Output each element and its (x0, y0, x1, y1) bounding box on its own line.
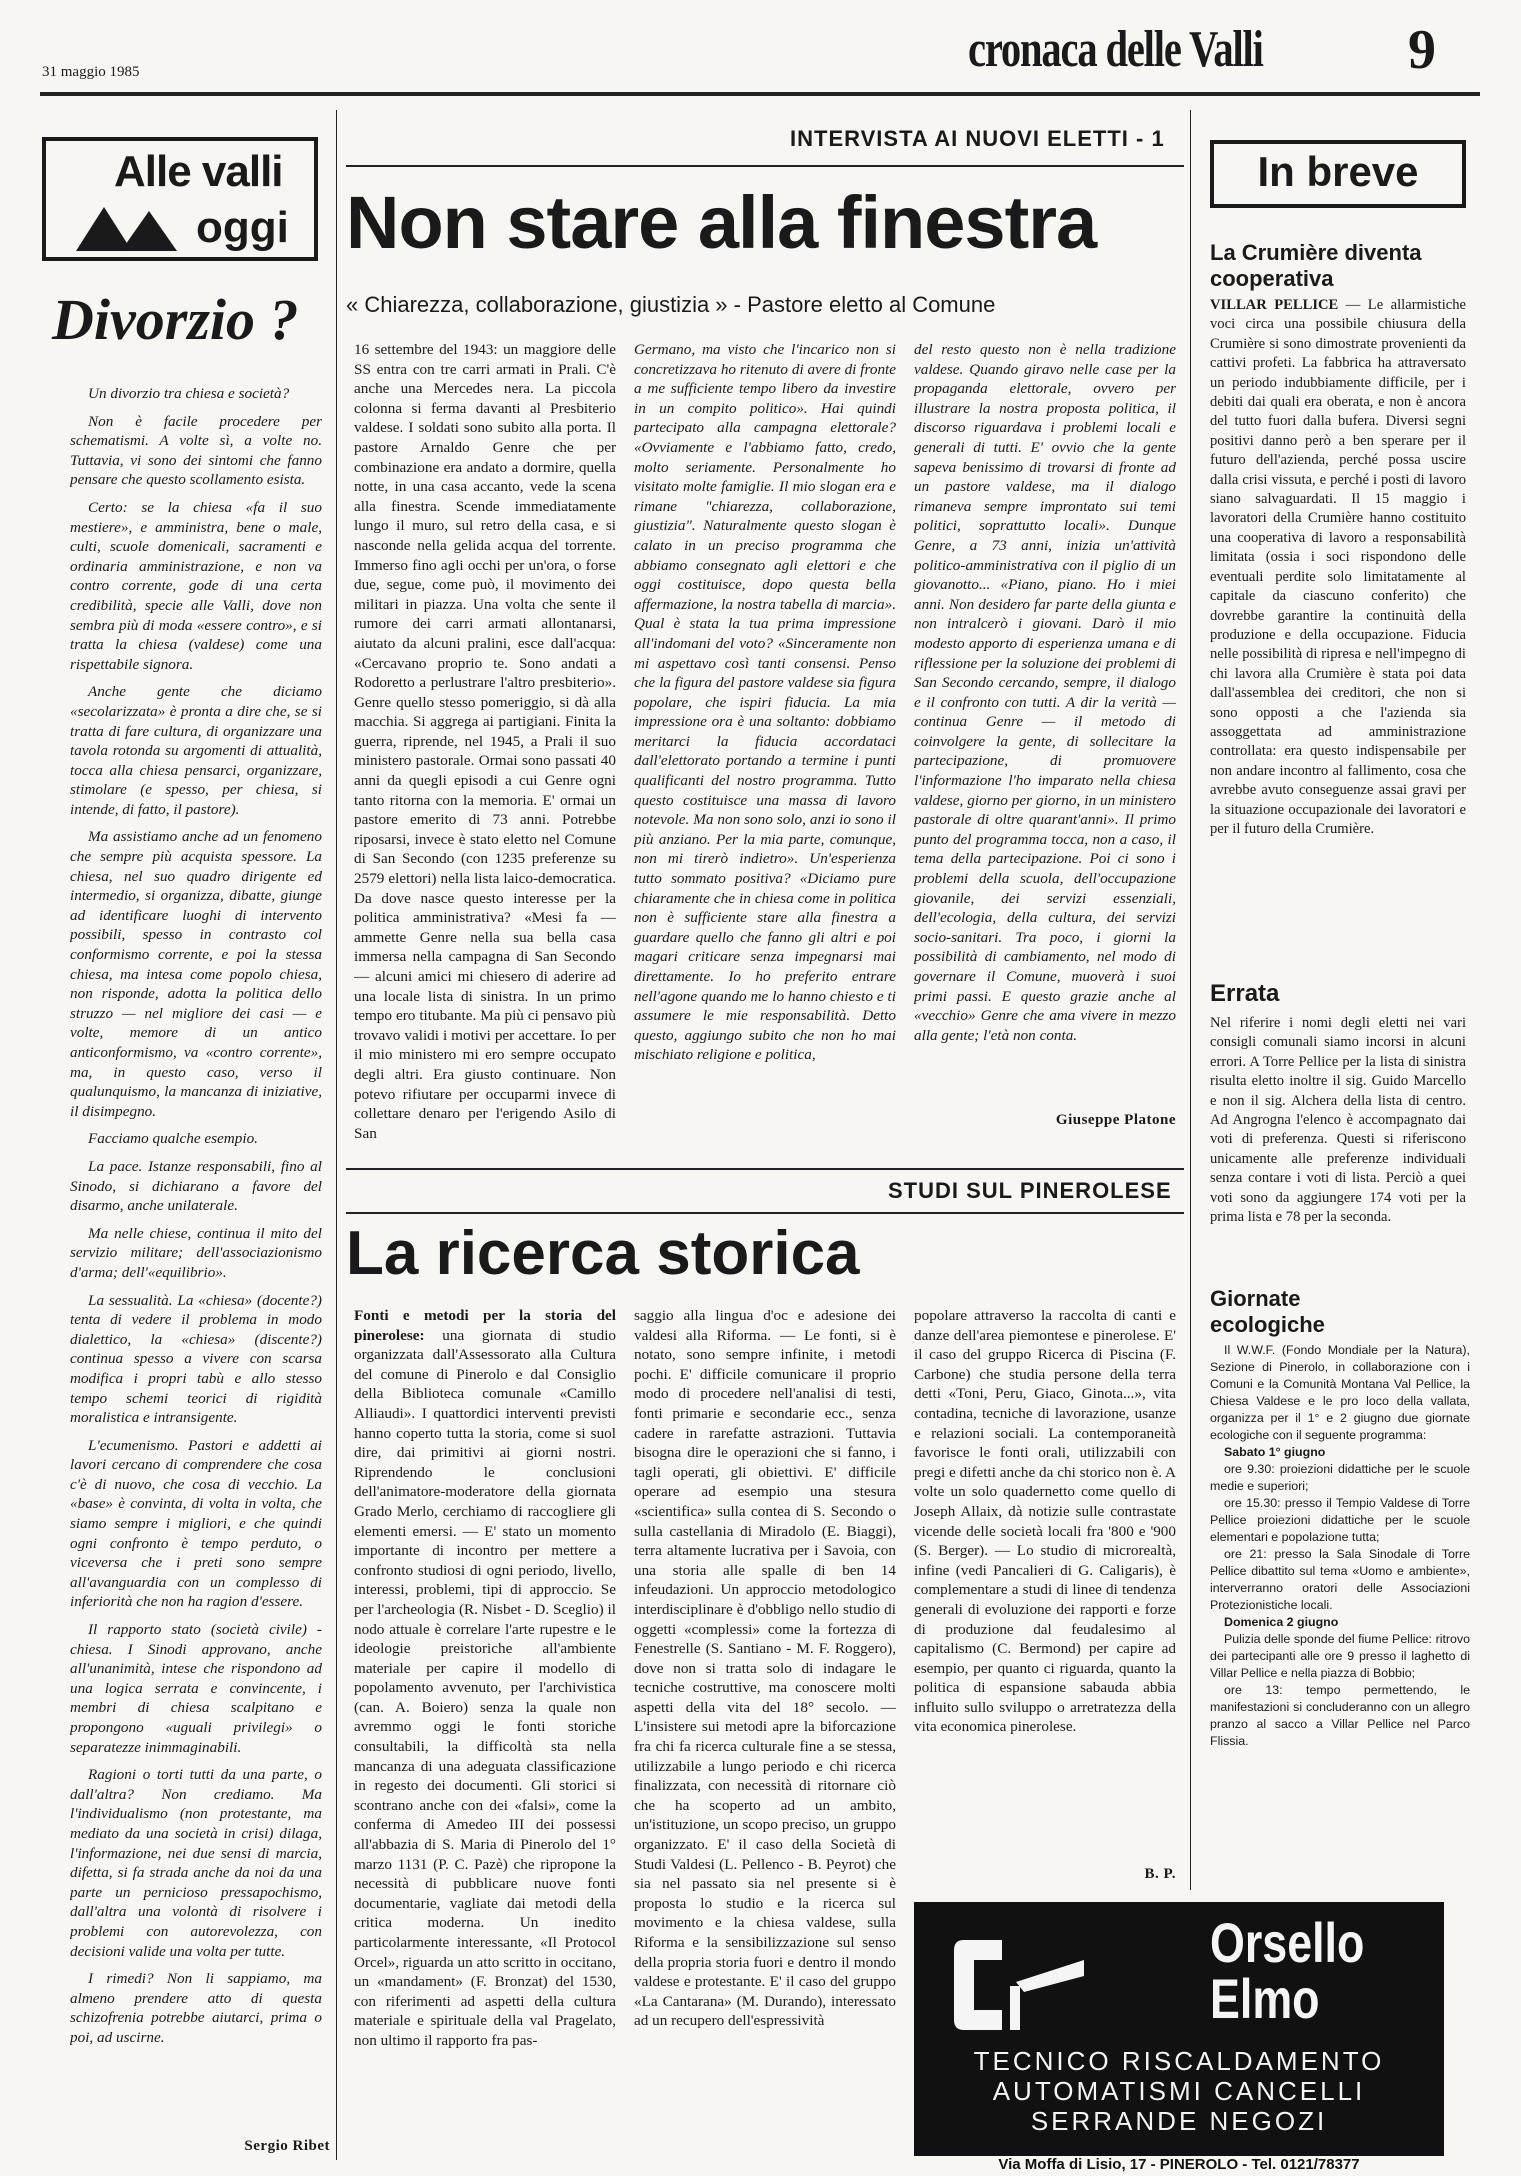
ad-address: Via Moffa di Lisio, 17 - PINEROLO - Tel. 0121/78377 (914, 2156, 1444, 2173)
research-signature: B. P. (1144, 1866, 1176, 1882)
eco-day1: Sabato 1° giugno (1224, 1445, 1326, 1459)
editorial-paragraph: Ragioni o torti tutti da una parte, o dall'altra? Non crediamo. Ma l'individualismo (non protestante, ma mediato da una società in crisi) dilaga, l'informazione, nei due sensi di marcia, difetta, si fa strada anche da noi da una parte un pernicioso pressapochismo, dall'altra una volontà di risolvere i problemi con autorevolezza, con decisioni valide una volta per tutte. (70, 1766, 322, 1960)
editorial-paragraph: Un divorzio tra chiesa e società? (88, 385, 290, 402)
mountains-icon (76, 207, 181, 251)
interview-column-2: Germano, ma visto che l'incarico non si concretizzava ho ritenuto di avere di fronte a me sufficiente tempo libero da investire in un compito politico». Hai quindi partecipato alla campagna elettorale? «Ovviamente e l'abbiamo fatto, credo, molto seriamente. Personalmente ho visitato molte famiglie. Il mio slogan era e rimane "chiarezza, collaborazione, giustizia". Naturalmente questo slogan è calato in un preciso programma che abbiamo consegnato agli elettori e che oggi costituisce, dopo questa bella affermazione, la nostra tabella di marcia». Qual è stata la tua prima impressione all'indomani del voto? «Sinceramente non mi aspettavo così tanti consensi. Penso che la figura del pastore valdese sia figura popolare, che ispiri fiducia. La mia impressione ora è una soltanto: dobbiamo meritarci la fiducia accordataci dall'elettorato portando a termine i punti qualificanti del nostro programma. Tutto questo costituisce una massa di lavoro notevole. Ma non sono solo, anzi io sono il più anziano. Per la mia parte, comunque, non mi tirerò indietro». Un'esperienza tutto sommato positiva? «Diciamo pure chiaramente che in chiesa come in politica non è sufficiente stare alla finestra a guardare quello che fanno gli altri e poi magari criticare senza impegnarsi mai direttamente. Io ho preferito entrare nell'agone quando me lo hanno chiesto e ti assumere le mie responsabilità. Detto questo, aggiungo subito che non ho mai mischiato religione e politica, (634, 341, 896, 1064)
brief-item1-title: La Crumière diventa cooperativa (1210, 240, 1422, 291)
editorial-paragraph: Ma nelle chiese, continua il mito del servizio militare; dell'associazionismo d'arma; dell'«equilibrio». (70, 1224, 322, 1281)
editorial-paragraph: Anche gente che diciamo «secolarizzata» è pronta a dire che, se si tratta di fare cultura, di organizzare una tavola rotonda su argomenti di attualità, tocca alla chiesa pensarci, organizzare, stimolare (e spesso, per chiesa, si intende, di fatto, il pastore). (70, 683, 322, 818)
ad-service-2: AUTOMATISMI CANCELLI (992, 2076, 1366, 2106)
research-column-2: saggio alla lingua d'oc e adesione dei valdesi alla Riforma. — Le fonti, si è notato, sono sempre infinite, i metodi pochi. E' difficile comunicare il proprio modo di procedere nell'analisi di testi, fonti primarie e secondarie ecc., senza cadere in rarefatte astrazioni. Tuttavia bisogna dire le operazioni che si fanno, i tagli operati, gli obiettivi. E' difficile operare ad esempio una stesura «scientifica» sulla contea di S. Secondo o sulla castellania di Miradolo (E. Biaggi), terra altamente lucrativa per i Savoia, con una storia alle spalle di ben 14 infeudazioni. Un approccio metodologico interdisciplinare è d'obbligo nello studio di oggetti «complessi» come la fortezza di Fenestrelle (S. Santiano - M. F. Roggero), dove non si tratta solo di indagare le tecniche costruttive, ma conoscere molti aspetti della vita del 18° secolo. — L'insistere sui metodi apre la biforcazione fra chi fa ricerca culturale fine a se stessa, utilizzabile a lungo periodo e chi ricerca finalizzata, con necessità di ritornare ciò che ha scoperto ad un ambito, un'istituzione, un scopo preciso, un gruppo organizzato. E' il caso della Società di Studi Valdesi (L. Pellenco - B. Peyrot) che sia nel passato sia nel presente si è proposta lo studio e la ricerca sul movimento e la chiesa valdese, sulla Riforma e la sensibilizzazione sul senso della propria storia fuori e dentro il mondo valdese e protestante. E' il caso del gruppo «La Cantarana» (M. Durando), interessato ad un recupero dell'espressività (634, 1307, 896, 2030)
editorial-paragraph: Non è facile procedere per schematismi. A volte sì, a volte no. Tuttavia, vi sono dei sintomi che fanno pensare che questo scollamento esista. (70, 412, 322, 489)
editorial-paragraph: L'ecumenismo. Pastori e addetti ai lavori cercano di comprendere che cosa c'è di nuovo, che cosa di vecchio. La «base» è convinta, di volta in volta, che siamo sempre i migliori, e che quindi ogni confronto è tempo perduto, o viceversa che i preti sono sempre all'avanguardia con un complesso di inferiorità che non ha ragion d'essere. (70, 1436, 322, 1611)
editorial-paragraph: I rimedi? Non li sappiamo, ma almeno prendere atto di questa schizofrenia potrebbe aiutarci, prima o poi, ad uscirne. (70, 1970, 322, 2046)
ad-brand-line1: Orsello (1210, 1911, 1365, 1974)
editorial-paragraph: Il rapporto stato (società civile) - chiesa. I Sinodi approvano, anche all'unanimità, intese che rispondono ad una logica serrata e convincente, i membri di chiesa scalpitano e propongono «uguali privilegi» o separatezze inimmaginabili. (70, 1621, 322, 1756)
research-title: La ricerca storica (346, 1219, 860, 1288)
brief-box (1210, 140, 1466, 208)
column-logo-line1: Alle valli (114, 147, 283, 196)
column-rule-right (1190, 110, 1191, 1890)
header-rule (40, 92, 1480, 96)
editorial-signature: Sergio Ribet (244, 2138, 330, 2154)
section-divider (346, 1168, 1184, 1170)
editorial-paragraph: La pace. Istanze responsabili, fino al Sinodo, si dichiarano a favore del disarmo, anche unilaterale. (70, 1157, 322, 1215)
ad-service-1: TECNICO RISCALDAMENTO (973, 2046, 1385, 2076)
eco-day2-item: Pulizia delle sponde del fiume Pellice: ritrovo dei partecipanti alle ore 9 presso il laghetto di Villar Pellice e nella piazza di Bobbio; (1210, 1632, 1470, 1680)
research-column-1 (354, 1306, 616, 2154)
column-rule-left (336, 110, 337, 2160)
ad-service-3: SERRANDE NEGOZI (1030, 2106, 1328, 2136)
column-logo-line2: oggi (196, 203, 289, 252)
research-column-3: popolare attraverso la raccolta di canti e danze dell'area piemontese e pinerolese. E' il caso del gruppo Ricerca di Piscina (F. Carbone) che studia persone della terra detti «Toni, Peru, Giaco, Ginota...», vita contadina, tecniche di lavorazione, usanze e relazioni sociali. La contemporaneità favorisce le fonti orali, utilizzabili con pregi e difetti anche da chi storico non è. A volte un solo quadernetto come quello di Joseph Allaix, dà notizie sulle contrastate vicende delle società locali fra '800 e '900 (S. Berger). — Lo studio di microrealtà, infine (vedi Pancalieri di G. Caligaris), è complementare a studi di linee di tendenza generali di evoluzione dei rapporti e forze di produzione dal feudalesimo al capitalismo (C. Bermond) per capire ad esempio, per quanto ci riguarda, quanto la politica di espansione sabauda abbia influito sullo sviluppo o arretratezza della vita economica pinerolese. (914, 1307, 1176, 1736)
editorial-paragraph: La sessualità. La «chiesa» (docente?) tenta di vedere il problema in modo dialettico, la «chiesa» (discente?) continua spesso a vivere con scarsa modifica i propri tabù e allo stesso tempo schemi teorici di rigidità moralistica e intransigente. (70, 1291, 322, 1427)
research-kicker-rule (346, 1212, 1184, 1214)
editorial-body (70, 384, 322, 2130)
brief-item2-title: Errata (1210, 980, 1280, 1007)
column-logo (42, 137, 318, 261)
brief-title: In breve (1257, 148, 1419, 195)
eco-day2-item: ore 13: tempo permettendo, le manifestazioni si concluderanno con un allegro pranzo al sacco a Villar Pellice nel Parco Flissia. (1210, 1683, 1470, 1748)
interview-title: Non stare alla finestra (346, 181, 1097, 264)
interview-kicker: INTERVISTA AI NUOVI ELETTI - 1 (790, 126, 1165, 151)
editorial-paragraph: Certo: se la chiesa «fa il suo mestiere», e amministra, bene o male, culti, scuole domenicali, sacramenti e ordinaria amministrazione, e non va contro corrente, gode di una certa credibilità, specie alle Valli, dove non sembra più di moda «essere contro», e si tratta la chiesa (valdese) come una rispettabile signora. (70, 498, 322, 673)
brief-item2-body: Nel riferire i nomi degli eletti nei vari consigli comunali siamo incorsi in alcuni errori. A Torre Pellice per la lista di sinistra risulta eletto inoltre il sig. Guido Marcello e non il sig. Alchera della lista di centro. Ad Angrogna l'elenco è accompagnato dai voti di preferenza. Questi si riferiscono unicamente alle preferenze individuali senza contare i voti di lista. Perciò a quei voti sono da aggiungere 174 voti per la prima lista e 78 per la seconda. (1210, 1015, 1466, 1226)
research-kicker: STUDI SUL PINEROLESE (888, 1178, 1172, 1203)
interview-signature: Giuseppe Platone (1055, 1112, 1176, 1128)
editorial-paragraph: Ma assistiamo anche ad un fenomeno che sempre più acquista spessore. La chiesa, nel suo quadro dirigente ed intermedio, si organizza, dibatte, giunge ad identificare luoghi di intervento possibili, spesso in contrasto col conformismo corrente, e poi la stessa chiesa, ma intesa come popolo chiesa, non risponde, adotta la politica dello struzzo — nel migliore dei casi — e volte, memore di un antico anticonformismo, va «contro corrente», ma, in questo caso, verso il qualunquismo, la mancanza di iniziative, il disimpegno. (70, 828, 322, 1120)
section-title: cronaca delle Valli (968, 21, 1263, 78)
brief-item3-body (1210, 1342, 1470, 1882)
brand-logo-icon (944, 1930, 1094, 2040)
interview-subtitle: « Chiarezza, collaborazione, giustizia » - Pastore eletto al Comune (346, 292, 996, 317)
brief-item3-title: Giornate ecologiche (1210, 1286, 1325, 1337)
interview-column-3: del resto questo non è nella tradizione valdese. Quando giravo nelle case per la propaganda elettorale, ovvero per illustrare la nostra proposta politica, il discorso riguardava i problemi locali e generali di tutti. E' ovvio che la gente sapeva benissimo di trovarsi di fronte ad un pastore valdese, ma il dialogo rimaneva sempre improntato sui temi politici, soprattutto locali». Dunque Genre, a 73 anni, inizia un'attività politico-amministrativa con il piglio di un giovanotto... «Piano, piano. Ho i miei anni. Non desidero far parte della giunta e non intralcerò i giovani. Darò il mio modesto apporto di esperienza umana e di riflessione per la soluzione dei problemi di San Secondo cercando, sempre, il dialogo e il confronto con tutti. A dir la verità — continua Genre — il metodo di coinvolgere la gente, di sollecitare la partecipazione, di promuovere l'informazione l'ho imparato nella chiesa valdese, giorno per giorno, in un ministero pastorale di oltre quarant'anni». Il primo punto del programma tocca, non a caso, il tema della partecipazione. Poi ci sono i problemi della scuola, dell'occupazione giovanile, dei servizi essenziali, dell'ecologia, della cultura, dei servizi socio-sanitari. Tra poco, i giorni la possibilità di cambiamento, nel modo di governare il Comune, muoverà i suoi primi passi. E questo grazie anche al «vecchio» Genre che ama vivere in mezzo alla gente; l'età non conta. (914, 341, 1176, 1044)
brief-item1-place: VILLAR PELLICE (1210, 297, 1339, 313)
ad-brand-line2: Elmo (1210, 1967, 1320, 2030)
eco-day1-item: ore 15.30: presso il Tempio Valdese di Torre Pellice proiezioni didattiche per le scuole elementari e popolazione tutta; (1210, 1496, 1470, 1544)
eco-day2: Domenica 2 giugno (1224, 1615, 1339, 1629)
research-col1-text: una giornata di studio organizzata dall'Assessorato alla Cultura del comune di Pinerolo e dal Consiglio della Biblioteca comunale «Camillo Alliaudi». I quattordici interventi previsti hanno coperto tutta la storia, come si suol dire, dai primitivi ai giorni nostri. Riprendendo le conclusioni dell'animatore-moderatore della giornata Grado Merlo, cerchiamo di raccogliere gli elementi emersi. — E' stato un momento importante di incontro per mettere a confronto studiosi di ogni periodo, livello, interessi, problemi, tipi di approccio. Se per l'archeologia (R. Nisbet - D. Sceglio) il nodo attuale è correlare l'arte rupestre e le ideologie preistoriche all'ambiente materiale per capire il modello di popolamento avvenuto, per l'archivistica (can. A. Boiero) senza la quale non avremmo oggi le fonti storiche consultabili, la difficoltà sta nella mancanza di una adeguata classificazione in regesto dei documenti. Gli storici si scontrano anche con dei «falsi», come la conferma di Amedeo III dei possessi all'abbazia di S. Maria di Pinerolo del 1° marzo 1131 (P. C. Pazè) che ripropone la necessità di pubblicare nuove fonti documentarie, vagliate dai metodi della critica moderna. Un inedito particolarmente interessante, «Il Protocol Orcel», riguarda un atto scritto in occitano, un «mandament» (F. Bronzat) del 1530, con riferimenti ad aspetti della cultura materiale e spirituale della val Pragelato, non ultimo il rapporto fra pas- (354, 1326, 616, 2049)
advertisement (914, 1902, 1444, 2156)
interview-column-1: 16 settembre del 1943: un maggiore delle SS entra con tre carri armati in Prali. C'è anche una Mercedes nera. La piccola colonna si ferma davanti al Presbiterio valdese. I soldati sono subito alla porta. Il pastore Arnaldo Genre che per combinazione era andato a dormire, quella notte, in una casa accanto, vede la scena alla finestra. Scende immediatamente lungo il muro, sul retro della casa, e si nasconde nella gelida acqua del torrente. Immerso fino agli occhi per un'ora, o forse due, segue, come può, il movimento dei militari in piazza. Una volta che sente il rumore dei carri armati allontanarsi, aiutato da alcuni pralini, esce dall'acqua: «Cercavano proprio te. Sono andati a Rodoretto a perlustrare l'altro presbiterio». Genre quello stesso pomeriggio, si dà alla macchia. Si aggrega ai partigiani. Finita la guerra, riprende, nel 1945, a Prali il suo ministero pastorale. Ormai sono passati 40 anni da quegli episodi a cui Genre ogni tanto ritorna con la memoria. E' ormai un pastore emerito di 73 anni. Potrebbe riposarsi, invece è stato eletto nel Comune di San Secondo (con 1235 preferenze su 2579 elettori) nella lista laico-democratica. Da dove nasce questo interesse per la politica amministrativa? «Mesi fa — ammette Genre nella sua bella casa immersa nella campagna di San Secondo — alcuni amici mi chiesero di aderire ad una locale lista di sinistra. In un primo tempo ero titubante. Ma più ci pensavo più trovavo validi i motivi per accettare. Io per il mio ministero mi ero sempre occupato degli altri. Era giusto continuare. Non potevo rifiutare per occuparmi invece di collettare denaro per l'erigendo Asilo di San (354, 341, 616, 1142)
brief-item1-text: — Le allarmistiche voci circa una possibile chiusura della Crumière si sono dimostrate provenienti da cattivi profeti. La fabbrica ha attraversato un periodo indubbiamente difficile, per i debiti dai quali era oberata, e non è ancora del tutto fuori dalla bufera. Diversi segni positivi danno però a ben sperare per il futuro dell'azienda, perché possa uscire dalla crisi vissuta, e perché i posti di lavoro siano salvaguardati. Il 15 maggio i lavoratori della Crumière hanno costituito una cooperativa di lavoro a responsabilità limitata (ossia i soci rispondono delle eventuali perdite solo limitatamente al capitale da ciascuno conferito) che dovrebbe garantire la continuità della produzione e della occupazione. Fiducia nelle possibilità di ripresa e nell'impegno di chi lavora alla Crumière è stata poi data dall'assemblea dei creditori, che non si sono opposti a che l'azienda sia assoggettata ad amministrazione controllata: era questo indispensabile per non andare incontro al fallimento, cosa che avrebbe avuto conseguenze assai gravi per la situazione occupazionale dei lavoratori e per il futuro della Crumière. (1210, 297, 1466, 837)
eco-day1-item: ore 9.30: proiezioni didattiche per le scuole medie e superiori; (1210, 1462, 1470, 1493)
brief-item1-body (1210, 296, 1466, 980)
page-date: 31 maggio 1985 (42, 64, 140, 80)
page-number: 9 (1408, 19, 1436, 81)
editorial-title: Divorzio ? (52, 287, 299, 352)
eco-day1-item: ore 21: presso la Sala Sinodale di Torre Pellice dibattito sul tema «Uomo e ambiente», interverranno oratori delle Associazioni Protezionistiche locali. (1210, 1547, 1470, 1612)
eco-intro: Il W.W.F. (Fondo Mondiale per la Natura), Sezione di Pinerolo, in collaborazione con i Comuni e la Comunità Montana Val Pellice, la Chiesa Valdese e le pro loco della vallata, organizza per il 1° e 2 giugno due giornate ecologiche con il seguente programma: (1210, 1343, 1470, 1442)
editorial-paragraph: Facciamo qualche esempio. (88, 1130, 258, 1148)
research-lead: Fonti e metodi per la storia del pinerolese: (354, 1307, 616, 1344)
kicker-rule (346, 165, 1184, 167)
